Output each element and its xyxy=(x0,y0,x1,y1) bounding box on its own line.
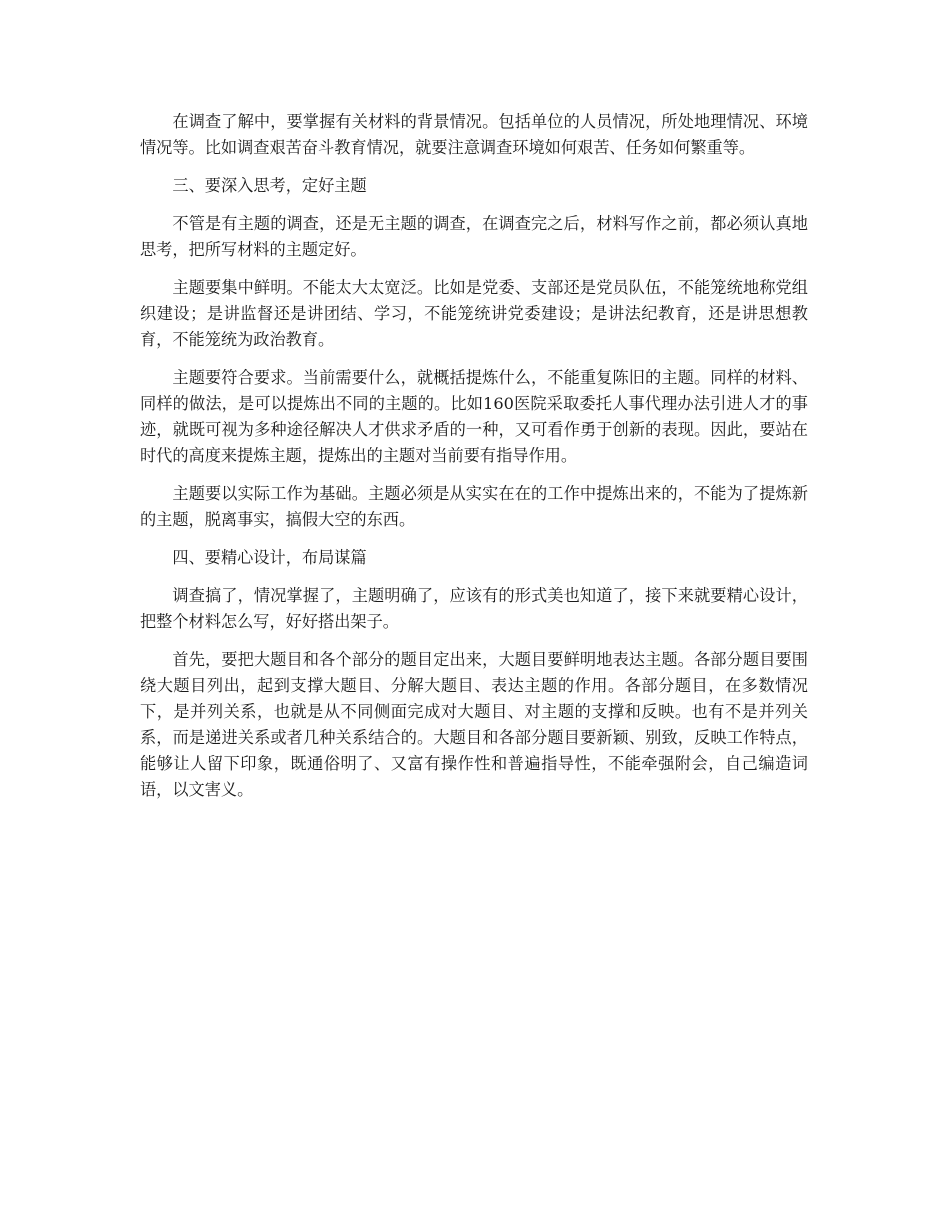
paragraph-background-info: 在调查了解中，要掌握有关材料的背景情况。包括单位的人员情况，所处地理情况、环境情况等。比如调查艰苦奋斗教育情况，就要注意调查环境如何艰苦、任务如何繁重等。 xyxy=(140,112,808,157)
section-heading-3: 三、要深入思考，定好主题 xyxy=(172,176,367,195)
paragraph-titles: 首先，要把大题目和各个部分的题目定出来，大题目要鲜明地表达主题。各部分题目要围绕大题目列出，起到支撑大题目、分解大题目、表达主题的作用。各部分题目，在多数情况下，是并列关系，也就是从不同侧面完成对大题目、对主题的支撑和反映。也有不是并列关系，而是递进关系或者几种关系结合的。大题目和各部分题目要新颖、别致，反映工作特点，能够让人留下印象，既通俗明了、又富有操作性和普遍指导性，不能牵强附会，自己编造词语，以文害义。 xyxy=(140,650,808,799)
document-body xyxy=(140,109,808,815)
paragraph-theme-focused: 主题要集中鲜明。不能太大太宽泛。比如是党委、支部还是党员队伍，不能笼统地称党组织建设；是讲监督还是讲团结、学习，不能笼统讲党委建设；是讲法纪教育，还是讲思想教育，不能笼统为政治教育。 xyxy=(140,278,808,349)
paragraph-design-layout: 调查搞了，情况掌握了，主题明确了，应该有的形式美也知道了，接下来就要精心设计，把整个材料怎么写，好好搭出架子。 xyxy=(140,586,808,631)
paragraph-theme-requirements: 主题要符合要求。当前需要什么，就概括提炼什么，不能重复陈旧的主题。同样的材料、同样的做法，是可以提炼出不同的主题的。比如160医院采取委托人事代理办法引进人才的事迹，就既可视为多种途径解决人才供求矛盾的一种，又可看作勇于创新的表现。因此，要站在时代的高度来提炼主题，提炼出的主题对当前要有指导作用。 xyxy=(140,368,808,465)
paragraph-theme-practical: 主题要以实际工作为基础。主题必须是从实实在在的工作中提炼出来的，不能为了提炼新的主题，脱离事实，搞假大空的东西。 xyxy=(140,484,808,529)
paragraph-think-deeply: 不管是有主题的调查，还是无主题的调查，在调查完之后，材料写作之前，都必须认真地思考，把所写材料的主题定好。 xyxy=(140,214,808,259)
section-heading-4: 四、要精心设计，布局谋篇 xyxy=(172,548,367,567)
